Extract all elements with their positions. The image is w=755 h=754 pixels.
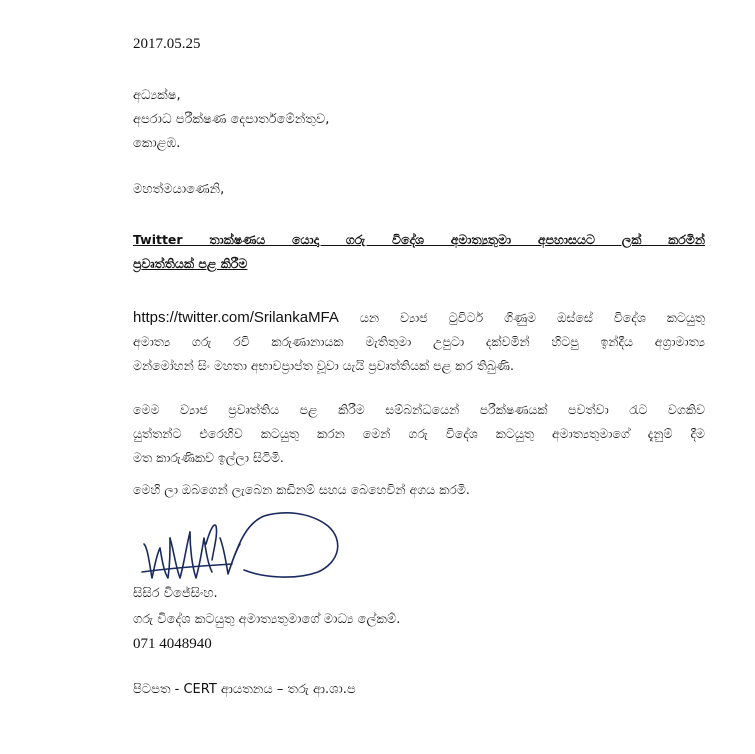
paragraph-2-line-2: යුත්තන්ට එරෙහිව කටයුතු කරන මෙන් ගරු විදේශ කටයුතු අමාත්‍යතුමාගේ දැනුම් දීම	[133, 426, 705, 441]
letter-subject	[133, 228, 705, 276]
recipient-department: අපරාධ පරීක්ෂණ දෙපාර්තමේන්තුව,	[133, 112, 330, 127]
paragraph-3	[133, 478, 705, 502]
recipient-title: අධ්‍යක්ෂ,	[133, 88, 181, 103]
subject-line-2: ප්‍රවෘත්තියක් පළ කිරීම	[133, 256, 248, 271]
paragraph-1-line-3: මන්මෝහන් සිං මහතා අභාවප්‍රාප්ත වූවා යැයි ප්‍රවෘත්තියක් පළ කර තිබුණි.	[133, 358, 514, 373]
signatory-name: සිසිර විජේසිංහ.	[133, 586, 218, 601]
paragraph-1-line-1	[133, 306, 705, 330]
recipient-city: කොළඹ.	[133, 136, 181, 151]
handwritten-signature	[140, 508, 350, 588]
paragraph-2-line-1: මෙම ව්‍යාජ ප්‍රවෘත්තිය පළ කිරීම සම්බන්ධයෙන් පරීක්ෂණයක් පවත්වා රැට වගකිව	[133, 402, 705, 417]
paragraph-1-line-2: අමාත්‍ය ගරු රවි කරුණානායක මැතිතුමා උපුටා දක්වමින් හිටපු ඉන්දීය අග්‍රාමාත්‍ය	[133, 334, 705, 349]
twitter-url: https://twitter.com/SrilankaMFA	[133, 309, 339, 326]
paragraph-2-line-3: මත කාරුණිකව ඉල්ලා සිටිමි.	[133, 450, 284, 465]
letter-date: 2017.05.25	[133, 36, 201, 52]
subject-line-1: Twitter තාක්ෂණය යොදා ගරු විදේශ අමාත්‍යතුමා අපහාසයට ලක් කරමින්	[133, 232, 705, 247]
signatory-phone: 071 4048940	[133, 636, 212, 652]
paragraph-2	[133, 398, 705, 470]
salutation: මහත්මයාණෙනි,	[133, 182, 225, 197]
paragraph-1-line-1-text: යන ව්‍යාජ ටුවිටර් ගිණුම ඔස්සේ විදේශ කටයුතු	[359, 310, 705, 325]
copy-to-line: පිටපත - CERT ආයතනය – තරු ආ.ශා.ප	[133, 682, 356, 697]
paragraph-3-line-1: මෙහි ලා ඔබගෙන් ලැබෙන කඩිනම් සහය බෙහෙවින් අගය කරමි.	[133, 482, 470, 497]
signatory-title: ගරු විදේශ කටයුතු අමාත්‍යතුමාගේ මාධ්‍ය ලේකම්.	[133, 612, 401, 627]
paragraph-1	[133, 306, 705, 378]
